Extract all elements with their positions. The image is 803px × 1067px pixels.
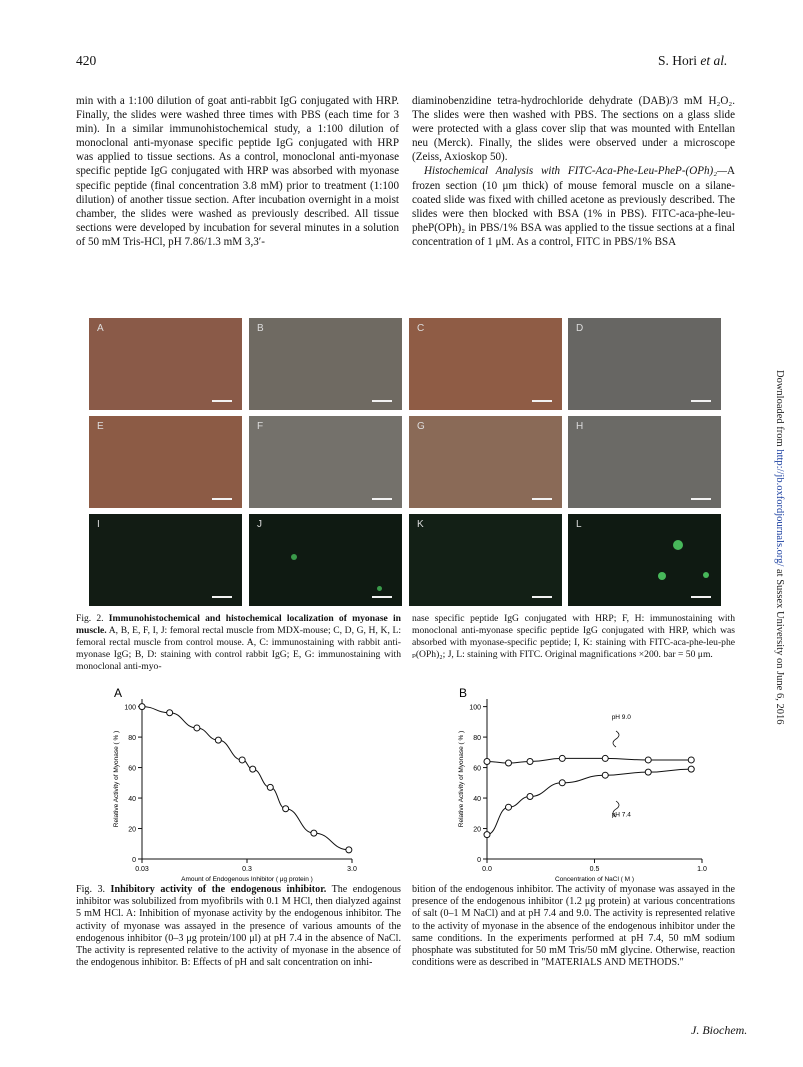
watermark-link[interactable]: http://jb.oxfordjournals.org/ — [774, 449, 785, 567]
micrograph-panel-g — [409, 416, 562, 508]
micrograph-panel-k — [409, 514, 562, 606]
micrograph-panel-e — [89, 416, 242, 508]
scale-bar — [372, 400, 392, 402]
panel-label-d: D — [576, 323, 584, 334]
scale-bar — [691, 400, 711, 402]
micrograph-panel-f — [249, 416, 402, 508]
body-right-paragraph-1: diaminobenzidine tetra-hydrochloride dehydrate (DAB)/3 mM H₂O₂. The slides were then washed with PBS. The sections on a glass slide were protected with a glass cover slip that was mounted with Entellan neu (Merck). Finally, the slides were observed under a microscope (Zeiss, Axioskop 50). — [412, 95, 735, 164]
fluorescent-spot — [377, 586, 382, 591]
y-axis-label: Relative Activity of Myonase ( % ) — [113, 730, 120, 828]
scale-bar — [212, 400, 232, 402]
scale-bar — [691, 498, 711, 500]
data-point — [311, 830, 317, 836]
series-annotation: pH 7.4 — [611, 811, 631, 819]
micrograph-panel-a — [89, 318, 242, 410]
y-tick-label: 40 — [473, 796, 481, 804]
body-left-paragraph: min with a 1:100 dilution of goat anti-rabbit IgG conjugated with HRP. Finally, the slides were washed three times with PBS (each time for 3 min). In a similar immunohistochemical study, a 1:100 dilution of monoclonal anti-myonase specific peptide IgG conjugated with HRP was applied to tissue sections. As a control, monoclonal anti-myonase specific peptide IgG conjugated with HRP was absorbed with myonase specific peptide (final concentration 3.8 mM) prior to treatment (1:100 dilution) of another tissue section. After incubation overnight in a moist chamber, the slides were washed as previously described. All tissue sections were developed by incubation for several minutes in a solution of 50 mM Tris-HCl, pH 7.86/1.3 mM 3,3′- — [76, 95, 399, 248]
data-point — [250, 766, 256, 772]
data-point — [602, 772, 608, 778]
series-curve — [487, 758, 691, 763]
y-axis-label: Relative Activity of Myonase ( % ) — [458, 730, 465, 828]
data-point — [527, 794, 533, 800]
fluorescent-spot — [673, 540, 683, 550]
y-tick-label: 60 — [128, 765, 136, 773]
panel-label-a: A — [97, 323, 104, 334]
page-number: 420 — [76, 53, 97, 68]
subsection-heading: Histochemical Analysis with FITC-Aca-Phe-Leu-PheP-(OPh)₂— — [424, 165, 727, 178]
x-tick-label: 0.3 — [242, 866, 252, 873]
data-point — [506, 804, 512, 810]
data-point — [645, 769, 651, 775]
micrograph-panel-h — [568, 416, 721, 508]
figure3-caption-right — [412, 884, 735, 969]
y-tick-label: 100 — [469, 704, 481, 712]
micrograph-panel-c — [409, 318, 562, 410]
data-point — [215, 737, 221, 743]
y-tick-label: 100 — [124, 704, 136, 712]
figure3-chart-b — [445, 685, 720, 890]
x-tick-label: 3.0 — [347, 866, 357, 873]
figure2-title: Immunohistochemical and histochemical localization of myonase in muscle. — [76, 613, 401, 636]
figure3-title: Inhibitory activity of the endogenous inhibitor. — [110, 884, 327, 895]
data-point — [559, 755, 565, 761]
panel-label-l: L — [576, 519, 582, 530]
y-tick-label: 0 — [477, 857, 481, 864]
figure2-micrograph-grid — [89, 318, 721, 606]
micrograph-panel-l — [568, 514, 721, 606]
fluorescent-spot — [291, 554, 297, 560]
data-point — [194, 725, 200, 731]
data-point — [527, 758, 533, 764]
figure2-label: Fig. 2. — [76, 613, 104, 624]
series-curve — [487, 769, 691, 835]
authors-text: S. Hori — [658, 53, 701, 68]
body-right-column — [412, 94, 735, 249]
data-point — [167, 710, 173, 716]
y-tick-label: 80 — [473, 735, 481, 743]
panel-label-k: K — [417, 519, 424, 530]
figure3-caption-right-text: bition of the endogenous inhibitor. The activity of myonase was assayed in the presence of the endogenous inhibitor (1.2 μg protein) at various concentrations of salt (0–1 M NaCl) and at pH 7.4 and 9.0. The activity is represented relative to the activity of myonase in the absence of the endogenous inhibitor under the same conditions. In the experiments performed at pH 7.4, 50 mM sodium phosphate was substituted for 50 mM Tris/50 mM glycine. Otherwise, reaction conditions were as described in "MATERIALS AND METHODS." — [412, 884, 735, 969]
y-tick-label: 60 — [473, 765, 481, 773]
data-point — [506, 760, 512, 766]
x-tick-label: 1.0 — [697, 866, 707, 873]
figure2-caption-text — [76, 613, 401, 673]
panel-label-e: E — [97, 421, 104, 432]
data-point — [559, 780, 565, 786]
y-tick-label: 0 — [132, 857, 136, 864]
watermark-suffix: at Sussex University on June 6, 2016 — [774, 566, 785, 725]
fluorescent-spot — [703, 572, 709, 578]
figure2-caption-left — [76, 613, 401, 673]
y-tick-label: 20 — [128, 826, 136, 834]
download-watermark — [774, 370, 785, 724]
data-point — [346, 847, 352, 853]
series-annotation: pH 9.0 — [611, 713, 631, 721]
y-tick-label: 40 — [128, 796, 136, 804]
et-al-text: et al. — [700, 53, 728, 68]
data-point — [139, 704, 145, 710]
x-tick-label: 0.5 — [589, 866, 600, 873]
scale-bar — [212, 498, 232, 500]
scale-bar — [532, 596, 552, 598]
x-tick-label: 0.0 — [482, 866, 492, 873]
figure3-caption-text — [76, 884, 401, 969]
data-point — [239, 757, 245, 763]
chart-a-svg — [100, 685, 370, 885]
figure3-chart-a — [100, 685, 370, 890]
figure2-caption-right — [412, 613, 735, 661]
data-point — [645, 757, 651, 763]
data-point — [602, 755, 608, 761]
micrograph-panel-d — [568, 318, 721, 410]
panel-label-b: B — [257, 323, 264, 334]
watermark-prefix: Downloaded from — [774, 370, 785, 450]
scale-bar — [212, 596, 232, 598]
x-axis-label: Amount of Endogenous Inhibitor ( μg protein ) — [181, 876, 313, 883]
scale-bar — [532, 498, 552, 500]
scale-bar — [372, 498, 392, 500]
chart-b-svg — [445, 685, 720, 885]
subsection-text: A frozen section (10 μm thick) of mouse femoral muscle on a silane-coated slide was fixed with chilled acetone as previously described. The slides were then blocked with BSA (1% in PBS). FITC-aca-phe-leu-pheP(OPh)₂ in PBS/1% BSA was applied to the tissue sections at a final concentration of 1 μM. As a control, FITC in PBS/1% BSA — [412, 165, 735, 248]
figure3-caption-left-text: The endogenous inhibitor was solubilized from myofibrils with 0.1 M HCl, then dialyzed against 5 mM HCl. A: Inhibition of myonase activity by the endogenous inhibitor. The activity of myonase was assayed in the presence of various amounts of the endogenous inhibitor (0–3 μg protein/100 μl) at pH 7.4 in the absence of NaCl. The activity is represented relative to the activity of myonase in the absence of the endogenous inhibitor. B: Effects of pH and salt concentration on inhi- — [76, 884, 401, 969]
panel-label-f: F — [257, 421, 264, 432]
x-tick-label: 0.03 — [135, 866, 149, 873]
body-left-column — [76, 94, 399, 249]
y-tick-label: 20 — [473, 826, 481, 834]
x-axis-label: Concentration of NaCl ( M ) — [554, 876, 635, 883]
micrograph-panel-b — [249, 318, 402, 410]
data-point — [688, 766, 694, 772]
scale-bar — [691, 596, 711, 598]
figure3-label: Fig. 3. — [76, 884, 106, 895]
data-point — [484, 758, 490, 764]
body-right-paragraph-2 — [412, 164, 735, 249]
annotation-pointer — [613, 731, 619, 747]
panel-label-j: J — [257, 519, 262, 530]
panel-label-g: G — [417, 421, 425, 432]
micrograph-panel-i — [89, 514, 242, 606]
micrograph-panel-j — [249, 514, 402, 606]
data-point — [484, 832, 490, 838]
figure2-caption-right-text: nase specific peptide IgG conjugated with HRP; F, H: immunostaining with monoclonal anti-myonase specific peptide IgG conjugated with HRP, which was absorbed with myonase-specific peptide; I, K: staining with FITC-aca-phe-leu-phe ₚ(OPh)₂; J, L: staining with FITC. Original magnifications ×200. bar = 50 μm. — [412, 613, 735, 660]
scale-bar — [372, 596, 392, 598]
data-point — [688, 757, 694, 763]
data-point — [267, 784, 273, 790]
fluorescent-spot — [658, 572, 666, 580]
figure3-caption-left — [76, 884, 401, 969]
data-point — [283, 806, 289, 812]
series-curve — [142, 707, 349, 850]
y-tick-label: 80 — [128, 735, 136, 743]
running-head-authors — [658, 53, 727, 69]
journal-footer: J. Biochem. — [691, 1023, 748, 1037]
panel-label-c: C — [417, 323, 425, 334]
scale-bar — [532, 400, 552, 402]
panel-label-i: I — [97, 519, 100, 530]
figure2-caption-left-text: A, B, E, F, I, J: femoral rectal muscle from MDX-mouse; C, D, G, H, K, L: femoral rectal muscle from control mouse. A, C: immunostaining with rabbit anti-myonase IgG; B, D: staining with control rabbit IgG; E, G: immunostaining with monoclonal anti-myo- — [76, 624, 401, 672]
panel-label-h: H — [576, 421, 584, 432]
chart-panel-label: A — [114, 686, 123, 700]
chart-panel-label: B — [459, 686, 468, 700]
